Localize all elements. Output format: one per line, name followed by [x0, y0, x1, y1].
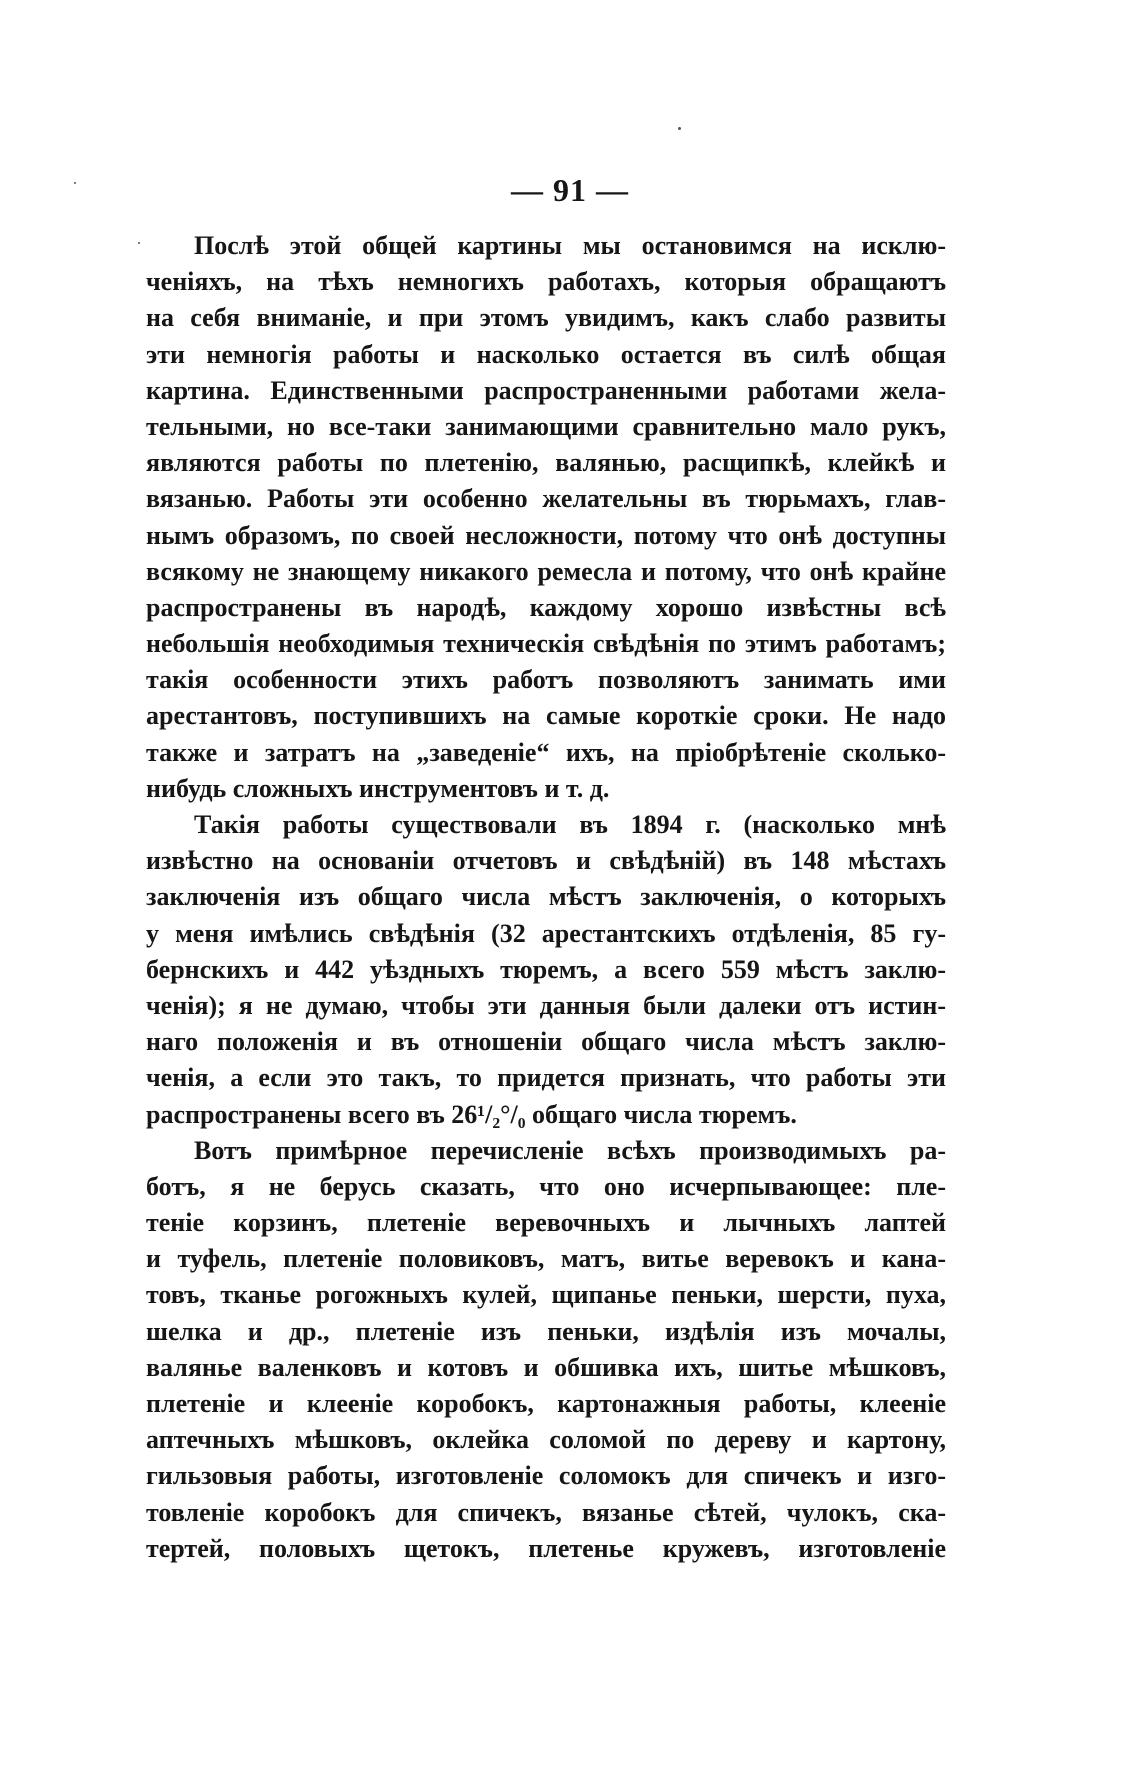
text-line: ченiяхъ, на тѣхъ немногихъ работахъ, которыя обращаютъ	[146, 267, 946, 297]
text-line: вязанью. Работы эти особенно желательны въ тюрьмахъ, глав-	[146, 484, 946, 514]
paragraph-2	[146, 807, 946, 1133]
text-line: плетенiе и клеенiе коробокъ, картонажныя работы, клеенiе	[146, 1389, 946, 1418]
paragraph-3	[146, 1133, 946, 1567]
text-line: являются работы по плетенiю, валянью, расщипкѣ, клейкѣ и	[146, 448, 946, 478]
text-line: товленiе коробокъ для спичекъ, вязанье сѣтей, чулокъ, ска-	[146, 1497, 946, 1527]
text-line: гильзовыя работы, изготовленiе соломокъ для спичекъ и изго-	[146, 1461, 946, 1491]
text-line: и туфель, плетенiе половиковъ, матъ, витье веревокъ и кана-	[146, 1244, 946, 1274]
text-line: аптечныхъ мѣшковъ, оклейка соломой по дереву и картону,	[146, 1425, 946, 1455]
text-line: эти немногiя работы и насколько остается въ силѣ общая	[146, 339, 946, 369]
text-line: также и затратъ на „заведенiе“ ихъ, на прiобрѣтенiе сколько-	[146, 737, 946, 767]
text-line: шелка и др., плетенiе изъ пеньки, издѣлiя изъ мочалы,	[146, 1316, 946, 1346]
text-line: извѣстно на основанiи отчетовъ и свѣдѣнiй) въ 148 мѣстахъ	[146, 846, 946, 876]
text-line: ботъ, я не берусь сказать, что оно исчерпывающее: пле-	[146, 1171, 946, 1201]
text-line: такiя особенности этихъ работъ позволяютъ занимать ими	[146, 665, 946, 695]
text-line: тенiе корзинъ, плетенiе веревочныхъ и лычныхъ лаптей	[146, 1208, 946, 1238]
text-line: небольшiя необходимыя техническiя свѣдѣнiя по этимъ работамъ;	[146, 629, 946, 659]
text-line: арестантовъ, поступившихъ на самые короткiе сроки. Не надо	[146, 701, 946, 731]
text-line: тертей, половыхъ щетокъ, плетенье кружевъ, изготовленiе	[146, 1533, 946, 1563]
paper-speck	[678, 127, 681, 130]
text-line: заключенiя изъ общаго числа мѣстъ заключенiя, о которыхъ	[146, 882, 946, 912]
text-line: всякому не знающему никакого ремесла и потому, что онѣ крайне	[146, 556, 946, 586]
text-line: бернскихъ и 442 уѣздныхъ тюремъ, а всего 559 мѣстъ заклю-	[146, 954, 946, 984]
text-line: на себя вниманiе, и при этомъ увидимъ, какъ слабо развиты	[146, 303, 946, 333]
text-line: наго положенiя и въ отношенiи общаго числа мѣстъ заклю-	[146, 1027, 946, 1057]
text-line: Вотъ примѣрное перечисленiе всѣхъ производимыхъ ра-	[194, 1135, 946, 1165]
text-line: ченiя); я не думаю, чтобы эти данныя были далеки отъ истин-	[146, 990, 946, 1020]
text-line: товъ, тканье рогожныхъ кулей, щипанье пеньки, шерсти, пуха,	[146, 1280, 946, 1310]
body-text	[146, 228, 946, 1567]
text-line: тельными, но все-таки занимающими сравнительно мало рукъ,	[146, 411, 946, 441]
text-line: Послѣ этой общей картины мы остановимся на исклю-	[194, 231, 946, 260]
text-line: ченiя, а если это такъ, то придется признать, что работы эти	[146, 1063, 946, 1093]
text-line: нымъ образомъ, по своей несложности, потому что онѣ доступны	[146, 520, 946, 550]
text-line: распространены въ народѣ, каждому хорошо извѣстны всѣ	[146, 592, 946, 622]
text-line: нибудь сложныхъ инструментовъ и т. д.	[146, 773, 610, 803]
paragraph-1	[146, 228, 946, 807]
text-line: у меня имѣлись свѣдѣнiя (32 арестантскихъ отдѣленiя, 85 гу-	[146, 918, 946, 948]
text-line: распространены всего въ 26¹/₂°/₀ общаго числа тюремъ.	[146, 1099, 797, 1129]
page-number: — 91 —	[511, 172, 629, 208]
text-line: картина. Единственными распространенными работами жела-	[146, 375, 946, 405]
text-line: Такiя работы существовали въ 1894 г. (насколько мнѣ	[194, 810, 946, 839]
paper-speck	[138, 242, 140, 244]
text-line: валянье валенковъ и котовъ и обшивка ихъ, шитье мѣшковъ,	[146, 1352, 946, 1382]
